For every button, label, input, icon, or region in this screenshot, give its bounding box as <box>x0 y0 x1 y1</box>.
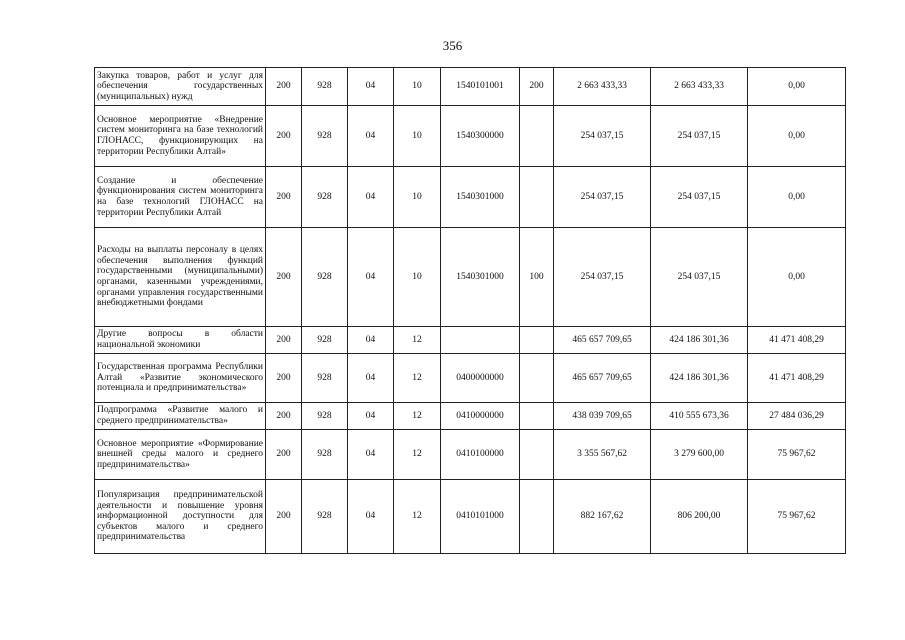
cell-code-5: 1540300000 <box>441 106 520 167</box>
cell-value-2: 254 037,15 <box>651 228 748 327</box>
budget-table <box>94 67 846 554</box>
cell-code-4: 12 <box>394 403 441 430</box>
cell-code-5 <box>441 327 520 354</box>
table-row <box>95 167 846 228</box>
row-name: Создание и обеспечение функционирования систем мониторинга на базе технологий ГЛОНАСС на территории Республики Алтай <box>95 167 266 228</box>
cell-value-2: 254 037,15 <box>651 106 748 167</box>
cell-value-1: 254 037,15 <box>554 106 651 167</box>
cell-code-2: 928 <box>302 354 348 403</box>
table-row <box>95 68 846 106</box>
cell-code-3: 04 <box>348 228 394 327</box>
cell-code-2: 928 <box>302 106 348 167</box>
table-row <box>95 480 846 554</box>
row-name: Популяризация предпринимательской деятельности и повышение уровня информационной доступности для субъектов малого и среднего предпринимательства <box>95 480 266 554</box>
cell-value-2: 3 279 600,00 <box>651 430 748 480</box>
cell-code-1: 200 <box>266 106 302 167</box>
row-name: Основное мероприятие «Внедрение систем мониторинга на базе технологий ГЛОНАСС, функционирующих на территории Республики Алтай» <box>95 106 266 167</box>
cell-value-1: 465 657 709,65 <box>554 354 651 403</box>
cell-code-5: 1540101001 <box>441 68 520 106</box>
table-row <box>95 403 846 430</box>
cell-value-1: 254 037,15 <box>554 167 651 228</box>
cell-value-3: 41 471 408,29 <box>748 354 846 403</box>
cell-code-1: 200 <box>266 167 302 228</box>
cell-value-3: 41 471 408,29 <box>748 327 846 354</box>
cell-value-2: 424 186 301,36 <box>651 327 748 354</box>
cell-code-5: 0400000000 <box>441 354 520 403</box>
cell-code-3: 04 <box>348 167 394 228</box>
cell-code-3: 04 <box>348 106 394 167</box>
cell-code-6 <box>520 430 554 480</box>
table-row <box>95 327 846 354</box>
cell-value-1: 438 039 709,65 <box>554 403 651 430</box>
cell-value-3: 0,00 <box>748 228 846 327</box>
cell-value-1: 3 355 567,62 <box>554 430 651 480</box>
cell-code-5: 1540301000 <box>441 167 520 228</box>
row-name: Расходы на выплаты персоналу в целях обеспечения выполнения функций государственными (муниципальными) органами, казенными учреждениями, органами управления государственными внебюджетными фондами <box>95 228 266 327</box>
cell-code-4: 12 <box>394 354 441 403</box>
cell-value-1: 2 663 433,33 <box>554 68 651 106</box>
table-row <box>95 430 846 480</box>
cell-code-4: 10 <box>394 68 441 106</box>
row-name: Подпрограмма «Развитие малого и среднего предпринимательства» <box>95 403 266 430</box>
cell-code-6: 200 <box>520 68 554 106</box>
cell-code-4: 10 <box>394 228 441 327</box>
row-name: Другие вопросы в области национальной экономики <box>95 327 266 354</box>
cell-value-1: 465 657 709,65 <box>554 327 651 354</box>
cell-code-2: 928 <box>302 430 348 480</box>
cell-value-1: 254 037,15 <box>554 228 651 327</box>
cell-code-6 <box>520 167 554 228</box>
cell-value-2: 2 663 433,33 <box>651 68 748 106</box>
cell-value-1: 882 167,62 <box>554 480 651 554</box>
cell-value-2: 410 555 673,36 <box>651 403 748 430</box>
cell-code-3: 04 <box>348 354 394 403</box>
cell-code-5: 0410000000 <box>441 403 520 430</box>
row-name: Основное мероприятие «Формирование внешней среды малого и среднего предпринимательства» <box>95 430 266 480</box>
cell-code-4: 12 <box>394 327 441 354</box>
cell-code-1: 200 <box>266 354 302 403</box>
cell-code-2: 928 <box>302 327 348 354</box>
cell-code-1: 200 <box>266 480 302 554</box>
cell-value-3: 0,00 <box>748 68 846 106</box>
table-row <box>95 228 846 327</box>
cell-value-2: 806 200,00 <box>651 480 748 554</box>
cell-code-2: 928 <box>302 228 348 327</box>
cell-code-6 <box>520 327 554 354</box>
cell-code-4: 12 <box>394 480 441 554</box>
cell-code-2: 928 <box>302 167 348 228</box>
cell-value-3: 27 484 036,29 <box>748 403 846 430</box>
cell-value-3: 75 967,62 <box>748 480 846 554</box>
page-number: 356 <box>442 38 463 53</box>
cell-code-6 <box>520 354 554 403</box>
cell-code-6 <box>520 403 554 430</box>
cell-value-3: 75 967,62 <box>748 430 846 480</box>
cell-code-3: 04 <box>348 68 394 106</box>
cell-code-1: 200 <box>266 430 302 480</box>
cell-code-5: 0410100000 <box>441 430 520 480</box>
cell-code-6 <box>520 106 554 167</box>
table-row <box>95 354 846 403</box>
cell-code-6: 100 <box>520 228 554 327</box>
cell-value-2: 254 037,15 <box>651 167 748 228</box>
cell-value-2: 424 186 301,36 <box>651 354 748 403</box>
cell-code-1: 200 <box>266 403 302 430</box>
cell-value-3: 0,00 <box>748 167 846 228</box>
cell-code-4: 10 <box>394 106 441 167</box>
cell-value-3: 0,00 <box>748 106 846 167</box>
cell-code-3: 04 <box>348 327 394 354</box>
cell-code-4: 10 <box>394 167 441 228</box>
cell-code-2: 928 <box>302 403 348 430</box>
cell-code-3: 04 <box>348 480 394 554</box>
cell-code-2: 928 <box>302 68 348 106</box>
row-name: Государственная программа Республики Алтай «Развитие экономического потенциала и предпринимательства» <box>95 354 266 403</box>
cell-code-5: 0410101000 <box>441 480 520 554</box>
cell-code-5: 1540301000 <box>441 228 520 327</box>
cell-code-1: 200 <box>266 327 302 354</box>
cell-code-6 <box>520 480 554 554</box>
cell-code-1: 200 <box>266 228 302 327</box>
cell-code-1: 200 <box>266 68 302 106</box>
cell-code-3: 04 <box>348 430 394 480</box>
row-name: Закупка товаров, работ и услуг для обеспечения государственных (муниципальных) нужд <box>95 68 266 106</box>
cell-code-4: 12 <box>394 430 441 480</box>
table-row <box>95 106 846 167</box>
cell-code-3: 04 <box>348 403 394 430</box>
cell-code-2: 928 <box>302 480 348 554</box>
